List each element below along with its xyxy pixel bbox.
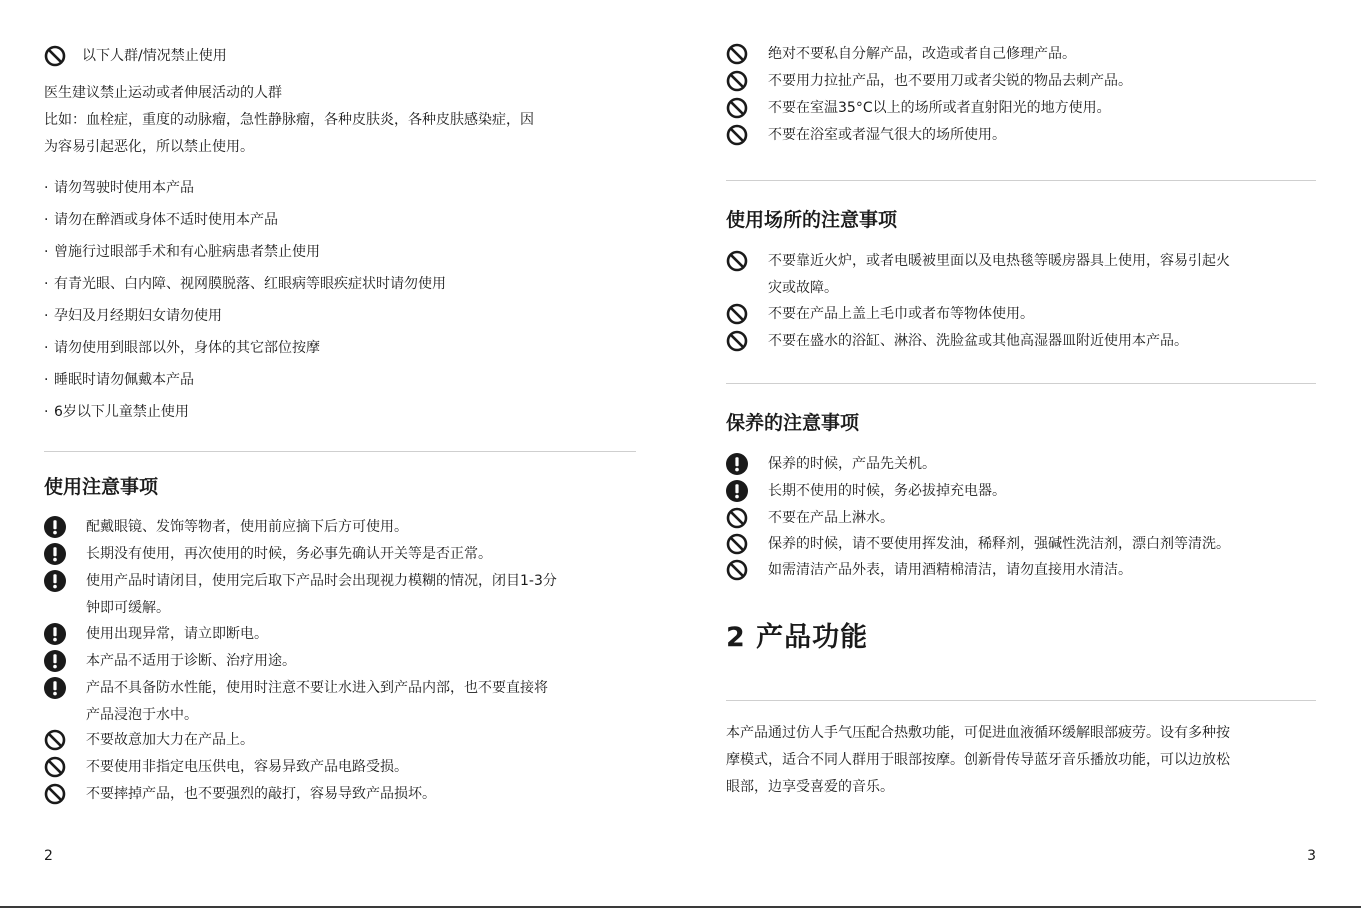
warning-icon xyxy=(44,677,66,699)
top-item xyxy=(726,95,1111,122)
bullet-marker: · xyxy=(44,244,49,260)
place-item-text-cont: 灾或故障。 xyxy=(768,280,838,296)
prohibited-icon xyxy=(726,124,748,146)
place-item xyxy=(726,328,1188,355)
usage-item xyxy=(44,675,548,729)
usage-item xyxy=(44,621,268,648)
prohibit-heading xyxy=(44,43,227,70)
top-item-text: 不要用力拉扯产品，也不要用刀或者尖锐的物品去刺产品。 xyxy=(768,73,1132,89)
bullet-item xyxy=(44,210,278,230)
section-divider xyxy=(726,700,1316,701)
prohibited-icon xyxy=(726,559,748,581)
bullet-marker: · xyxy=(44,308,49,324)
top-item-text: 不要在浴室或者湿气很大的场所使用。 xyxy=(768,127,1006,143)
bullet-text: 6岁以下儿童禁止使用 xyxy=(54,404,189,420)
prohibited-icon xyxy=(726,43,748,65)
place-item-text: 不要在盛水的浴缸、淋浴、洗脸盆或其他高湿器皿附近使用本产品。 xyxy=(768,333,1188,349)
place-item xyxy=(726,248,1230,302)
prohibited-icon xyxy=(726,303,748,325)
doctor-paragraph-line-1: 医生建议禁止运动或者伸展活动的人群 xyxy=(44,85,282,101)
bullet-item xyxy=(44,402,189,422)
usage-item-text: 不要摔掉产品，也不要强烈的敲打，容易导致产品损坏。 xyxy=(86,786,436,802)
bullet-marker: · xyxy=(44,340,49,356)
place-section-title: 使用场所的注意事项 xyxy=(726,209,898,231)
warning-icon xyxy=(726,453,748,475)
bullet-text: 有青光眼、白内障、视网膜脱落、红眼病等眼疾症状时请勿使用 xyxy=(54,276,446,292)
bullet-marker: · xyxy=(44,276,49,292)
bullet-marker: · xyxy=(44,212,49,228)
usage-item-text-cont: 钟即可缓解。 xyxy=(86,600,170,616)
care-item-text: 保养的时候，产品先关机。 xyxy=(768,456,936,472)
usage-item-text: 不要使用非指定电压供电，容易异致产品电路受损。 xyxy=(86,759,408,775)
bullet-item xyxy=(44,338,320,358)
usage-section-title: 使用注意事项 xyxy=(44,476,159,498)
top-item xyxy=(726,68,1132,95)
bullet-text: 孕妇及月经期妇女请勿使用 xyxy=(54,308,222,324)
intro-paragraph-line-1: 本产品通过仿人手气压配合热敷功能，可促进血液循环缓解眼部疲劳。设有多种按 xyxy=(726,725,1230,741)
usage-item-text: 使用产品时请闭目，使用完后取下产品时会出现视力模糊的情况，闭目1-3分 xyxy=(86,573,557,589)
warning-icon xyxy=(44,516,66,538)
warning-icon xyxy=(44,650,66,672)
prohibited-icon xyxy=(726,533,748,555)
care-item-text: 如需清洁产品外表，请用酒精棉清洁，请勿直接用水清洁。 xyxy=(768,562,1132,578)
usage-item xyxy=(44,514,408,541)
top-item xyxy=(726,41,1076,68)
usage-item xyxy=(44,568,557,622)
care-item-text: 长期不使用的时候，务必拔掉充电器。 xyxy=(768,483,1006,499)
usage-item xyxy=(44,648,296,675)
care-item xyxy=(726,451,936,478)
warning-icon xyxy=(44,570,66,592)
bullet-item xyxy=(44,306,222,326)
usage-item-text: 本产品不适用于诊断、治疗用途。 xyxy=(86,653,296,669)
care-item xyxy=(726,557,1132,584)
usage-item xyxy=(44,781,436,808)
care-item-text: 保养的时候，请不要使用挥发油，稀释剂，强碱性洗洁剂，漂白剂等清洗。 xyxy=(768,536,1230,552)
care-item-text: 不要在产品上淋水。 xyxy=(768,510,894,526)
care-section-title: 保养的注意事项 xyxy=(726,412,860,434)
prohibited-icon xyxy=(726,507,748,529)
usage-item-text: 配戴眼镜、发饰等物者，使用前应摘下后方可使用。 xyxy=(86,519,408,535)
top-item xyxy=(726,122,1006,149)
warning-icon xyxy=(44,623,66,645)
section-divider xyxy=(726,383,1316,384)
usage-item xyxy=(44,541,492,568)
section-divider xyxy=(726,180,1316,181)
place-item-text: 不要靠近火炉，或者电暖被里面以及电热毯等暖房器具上使用，容易引起火 xyxy=(768,253,1230,269)
usage-item-text-cont: 产品浸泡于水中。 xyxy=(86,707,198,723)
doctor-paragraph-line-2: 比如：血栓症，重度的动脉瘤，急性静脉瘤，各种皮肤炎，各种皮肤感染症，因 xyxy=(44,112,534,128)
prohibit-title: 以下人群/情况禁止使用 xyxy=(82,48,227,64)
care-item xyxy=(726,505,894,532)
bullet-text: 睡眠时请勿佩戴本产品 xyxy=(54,372,194,388)
top-item-text: 不要在室温35°C以上的场所或者直射阳光的地方使用。 xyxy=(768,100,1111,116)
care-item xyxy=(726,478,1006,505)
bullet-text: 请勿使用到眼部以外，身体的其它部位按摩 xyxy=(54,340,320,356)
bullet-item xyxy=(44,242,320,262)
doctor-paragraph-line-3: 为容易引起恶化，所以禁止使用。 xyxy=(44,139,254,155)
bullet-text: 曾施行过眼部手术和有心脏病患者禁止使用 xyxy=(54,244,320,260)
prohibited-icon xyxy=(726,70,748,92)
usage-item-text: 产品不具备防水性能，使用时注意不要让水进入到产品内部，也不要直接将 xyxy=(86,680,548,696)
prohibited-icon xyxy=(44,45,66,67)
bullet-text: 请勿在醉酒或身体不适时使用本产品 xyxy=(54,212,278,228)
care-item xyxy=(726,531,1230,558)
section-divider xyxy=(44,451,636,452)
warning-icon xyxy=(726,480,748,502)
place-item-text: 不要在产品上盖上毛巾或者布等物体使用。 xyxy=(768,306,1034,322)
prohibited-icon xyxy=(44,783,66,805)
warning-icon xyxy=(44,543,66,565)
prohibited-icon xyxy=(726,97,748,119)
usage-item-text: 不要故意加大力在产品上。 xyxy=(86,732,254,748)
prohibited-icon xyxy=(44,756,66,778)
place-item xyxy=(726,301,1034,328)
prohibited-icon xyxy=(44,729,66,751)
prohibited-icon xyxy=(726,330,748,352)
usage-item-text: 使用出现异常，请立即断电。 xyxy=(86,626,268,642)
usage-item-text: 长期没有使用，再次使用的时候，务必事先确认开关等是否正常。 xyxy=(86,546,492,562)
page-number: 2 xyxy=(44,848,53,864)
chapter-title: 2 产品功能 xyxy=(726,622,869,653)
intro-paragraph-line-2: 摩模式，适合不同人群用于眼部按摩。创新骨传导蓝牙音乐播放功能，可以边放松 xyxy=(726,752,1230,768)
bullet-marker: · xyxy=(44,372,49,388)
bullet-item xyxy=(44,274,446,294)
bullet-marker: · xyxy=(44,180,49,196)
page-number: 3 xyxy=(1307,848,1316,864)
intro-paragraph-line-3: 眼部，边享受喜爱的音乐。 xyxy=(726,779,894,795)
bullet-item xyxy=(44,178,194,198)
bullet-item xyxy=(44,370,194,390)
bullet-marker: · xyxy=(44,404,49,420)
prohibited-icon xyxy=(726,250,748,272)
top-item-text: 绝对不要私自分解产品，改造或者自己修理产品。 xyxy=(768,46,1076,62)
usage-item xyxy=(44,754,408,781)
bullet-text: 请勿驾驶时使用本产品 xyxy=(54,180,194,196)
usage-item xyxy=(44,727,254,754)
